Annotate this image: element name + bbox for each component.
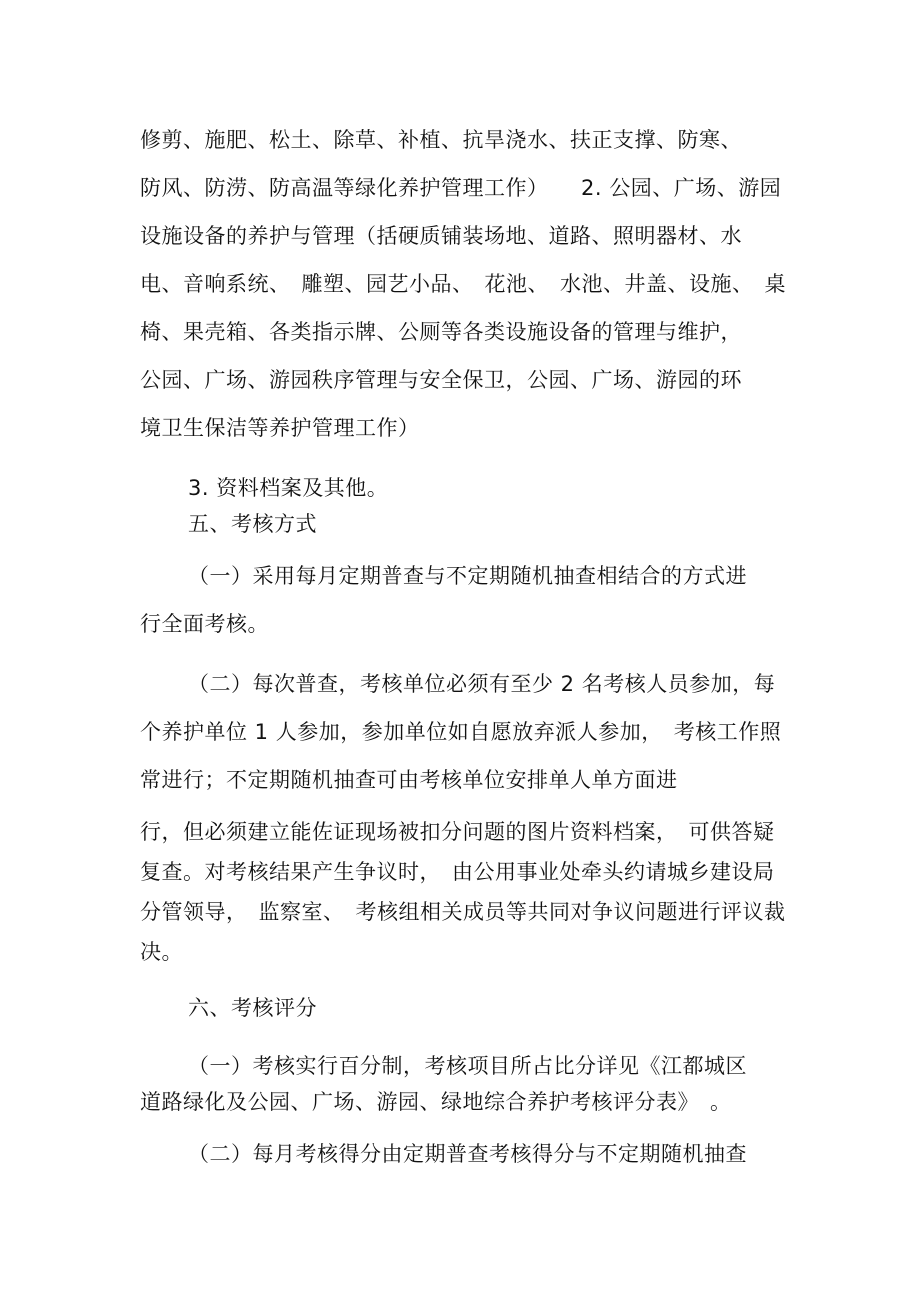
text-line: （一）采用每月定期普查与不定期随机抽查相结合的方式进 <box>188 564 747 588</box>
text-line: 防风、防涝、防高温等绿化养护管理工作） 2. 公园、广场、游园 <box>140 176 782 200</box>
text-line: 常进行；不定期随机抽查可由考核单位安排单人单方面进 <box>140 768 678 792</box>
text-line: 复查。对考核结果产生争议时， 由公用事业处牵头约请城乡建设局 <box>140 860 775 884</box>
text-line: 个养护单位 1 人参加，参加单位如自愿放弃派人参加， 考核工作照 <box>140 720 782 744</box>
text-line: 道路绿化及公园、广场、游园、绿地综合养护考核评分表》 。 <box>140 1090 732 1114</box>
text-line: 修剪、施肥、松土、除草、补植、抗旱浇水、扶正支撑、防寒、 <box>140 128 742 152</box>
text-line: （二）每月考核得分由定期普查考核得分与不定期随机抽查 <box>188 1142 747 1166</box>
text-line: 设施设备的养护与管理（括硬质铺装场地、道路、照明器材、水 <box>140 224 742 248</box>
text-line: 公园、广场、游园秩序管理与安全保卫，公园、广场、游园的环 <box>140 368 742 392</box>
text-line: 决。 <box>140 940 183 964</box>
text-line: 分管领导， 监察室、 考核组相关成员等共同对争议问题进行评议裁 <box>140 900 786 924</box>
section-heading: 五、考核方式 <box>188 512 317 536</box>
text-line: 椅、果壳箱、各类指示牌、公厕等各类设施设备的管理与维护， <box>140 320 742 344</box>
text-line: （二）每次普查，考核单位必须有至少 2 名考核人员参加，每 <box>188 672 776 696</box>
text-line: （一）考核实行百分制，考核项目所占比分详见《江都城区 <box>188 1054 747 1078</box>
text-line: 3. 资料档案及其他。 <box>188 476 389 500</box>
text-line: 行，但必须建立能佐证现场被扣分问题的图片资料档案， 可供答疑 <box>140 820 775 844</box>
text-line: 行全面考核。 <box>140 612 269 636</box>
text-line: 电、音响系统、 雕塑、园艺小品、 花池、 水池、井盖、设施、 桌 <box>140 272 786 296</box>
section-heading: 六、考核评分 <box>188 996 317 1020</box>
text-line: 境卫生保洁等养护管理工作） <box>140 416 420 440</box>
